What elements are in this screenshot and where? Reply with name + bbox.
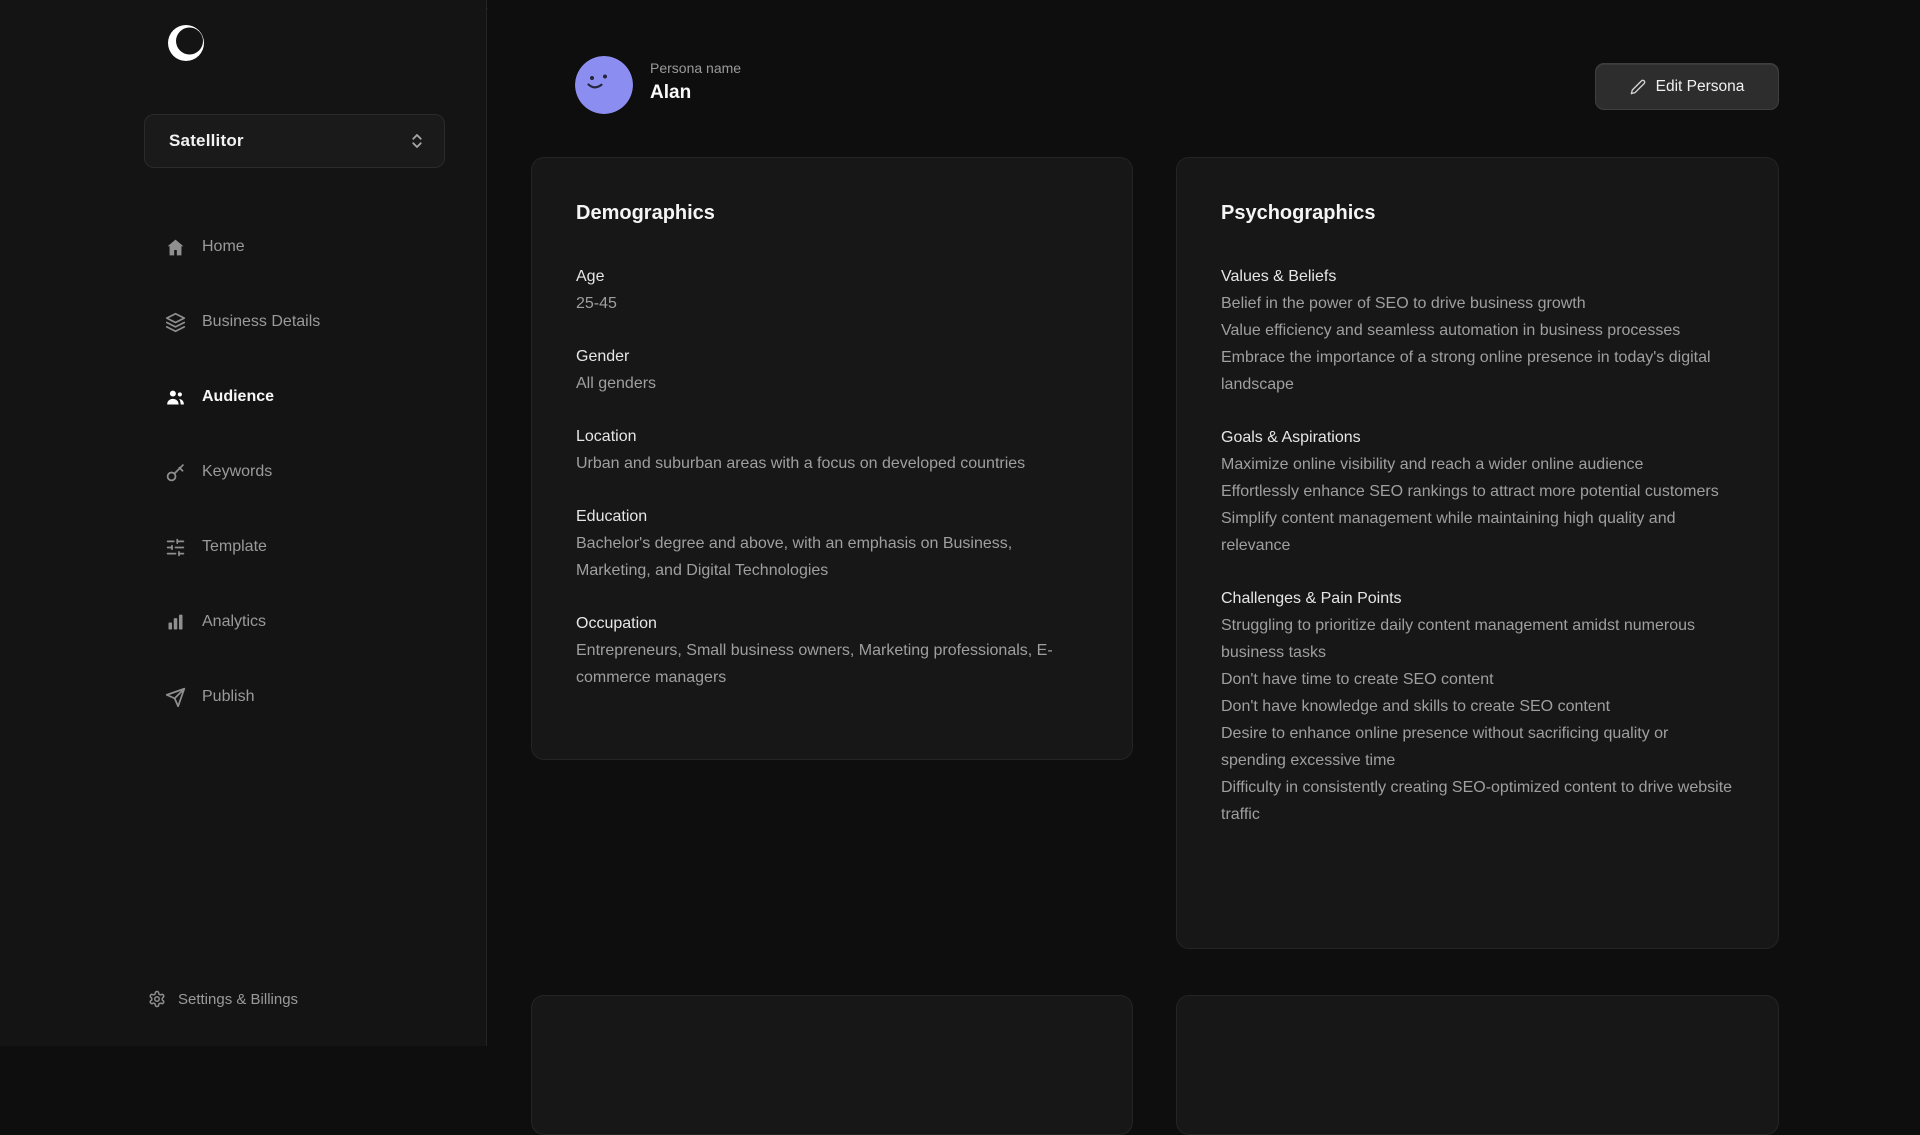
demographics-card bbox=[531, 157, 1133, 760]
section-item: Embrace the importance of a strong online presence in today's digital landscape bbox=[1221, 349, 1711, 393]
gear-icon bbox=[148, 990, 166, 1008]
sidebar-item-analytics[interactable] bbox=[144, 600, 444, 644]
psychographics-sections bbox=[1221, 263, 1734, 828]
section-item: Struggling to prioritize daily content management amidst numerous business tasks bbox=[1221, 617, 1696, 661]
sidebar-item-template[interactable] bbox=[144, 525, 444, 569]
users-icon bbox=[165, 387, 186, 408]
persona-avatar bbox=[575, 56, 633, 114]
sidebar-nav bbox=[144, 225, 444, 750]
psychographic-section-values-beliefs bbox=[1221, 263, 1734, 398]
field-label: Occupation bbox=[576, 615, 657, 632]
demographic-field-gender bbox=[576, 343, 1088, 397]
field-value: Urban and suburban areas with a focus on developed countries bbox=[576, 455, 1026, 472]
section-item: Simplify content management while maintaining high quality and relevance bbox=[1221, 510, 1676, 554]
field-value: All genders bbox=[576, 375, 657, 392]
persona-name-value: Alan bbox=[650, 82, 692, 103]
sidebar-item-publish[interactable] bbox=[144, 675, 444, 719]
section-item: Difficulty in consistently creating SEO-optimized content to drive website traffic bbox=[1221, 779, 1733, 823]
sidebar-item-audience[interactable] bbox=[144, 375, 444, 419]
demographic-field-location bbox=[576, 423, 1088, 477]
section-item: Don't have knowledge and skills to create SEO content bbox=[1221, 698, 1611, 715]
home-icon bbox=[165, 237, 186, 258]
field-label: Gender bbox=[576, 348, 630, 365]
settings-billings-label: Settings & Billings bbox=[178, 990, 299, 1008]
section-item: Effortlessly enhance SEO rankings to attract more potential customers bbox=[1221, 483, 1719, 500]
field-label: Location bbox=[576, 428, 637, 445]
next-card-right-partial bbox=[1176, 995, 1779, 1135]
sidebar-item-label: Home bbox=[202, 238, 245, 255]
field-value: Bachelor's degree and above, with an emphasis on Business, Marketing, and Digital Technologies bbox=[576, 535, 1013, 579]
pencil-icon bbox=[1630, 79, 1646, 95]
persona-name-label: Persona name bbox=[650, 60, 742, 76]
field-value: Entrepreneurs, Small business owners, Marketing professionals, E-commerce managers bbox=[576, 642, 1053, 686]
sidebar-item-label: Analytics bbox=[202, 613, 267, 630]
sidebar-item-label: Business Details bbox=[202, 313, 321, 330]
layers-icon bbox=[165, 312, 186, 333]
workspace-selector[interactable] bbox=[144, 114, 445, 168]
main-content bbox=[488, 0, 1920, 1046]
demographic-field-education bbox=[576, 503, 1088, 584]
section-item: Desire to enhance online presence without sacrificing quality or spending excessive time bbox=[1221, 725, 1669, 769]
key-icon bbox=[165, 462, 186, 483]
demographic-field-age bbox=[576, 263, 1088, 317]
edit-persona-label: Edit Persona bbox=[1655, 77, 1745, 95]
sidebar bbox=[0, 0, 487, 1046]
demographic-field-occupation bbox=[576, 610, 1088, 691]
sliders-icon bbox=[165, 537, 186, 558]
section-label: Values & Beliefs bbox=[1221, 268, 1337, 285]
sidebar-item-label: Template bbox=[202, 538, 267, 555]
field-value: 25-45 bbox=[576, 295, 617, 312]
demographics-fields bbox=[576, 263, 1088, 691]
section-item: Value efficiency and seamless automation in business processes bbox=[1221, 322, 1681, 339]
sidebar-item-settings-billings[interactable] bbox=[144, 977, 298, 1021]
send-icon bbox=[165, 687, 186, 708]
chevrons-up-down-icon bbox=[408, 132, 426, 150]
section-item: Maximize online visibility and reach a wider online audience bbox=[1221, 456, 1644, 473]
section-label: Goals & Aspirations bbox=[1221, 429, 1361, 446]
field-label: Age bbox=[576, 268, 605, 285]
section-item: Belief in the power of SEO to drive business growth bbox=[1221, 295, 1586, 312]
app-logo-icon bbox=[165, 22, 207, 64]
sidebar-item-label: Audience bbox=[202, 388, 275, 405]
next-card-left-partial bbox=[531, 995, 1133, 1135]
sidebar-item-keywords[interactable] bbox=[144, 450, 444, 494]
sidebar-item-label: Publish bbox=[202, 688, 255, 705]
sidebar-item-label: Keywords bbox=[202, 463, 273, 480]
workspace-name: Satellitor bbox=[169, 131, 244, 150]
edit-persona-button[interactable] bbox=[1595, 63, 1779, 110]
sidebar-item-home[interactable] bbox=[144, 225, 444, 269]
demographics-title: Demographics bbox=[576, 202, 715, 224]
psychographics-card bbox=[1176, 157, 1779, 949]
psychographics-title: Psychographics bbox=[1221, 202, 1376, 224]
bar-chart-icon bbox=[165, 612, 186, 633]
sidebar-item-business-details[interactable] bbox=[144, 300, 444, 344]
persona-header bbox=[650, 59, 741, 106]
psychographic-section-challenges-pain-points bbox=[1221, 585, 1734, 828]
section-item: Don't have time to create SEO content bbox=[1221, 671, 1494, 688]
field-label: Education bbox=[576, 508, 648, 525]
section-label: Challenges & Pain Points bbox=[1221, 590, 1402, 607]
psychographic-section-goals-aspirations bbox=[1221, 424, 1734, 559]
